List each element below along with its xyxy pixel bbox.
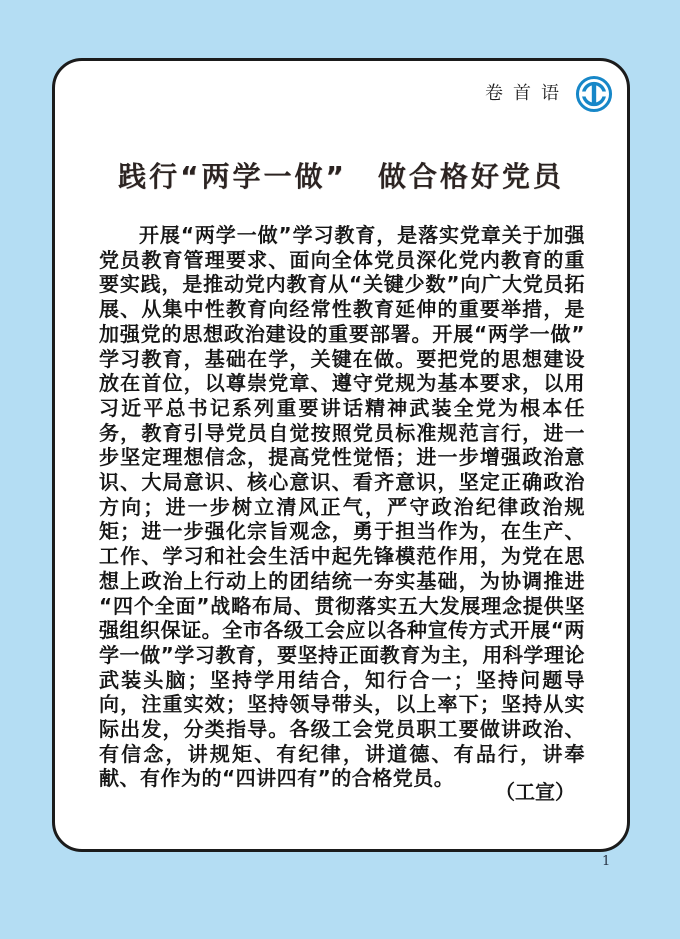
article-signature: （工宣） — [495, 780, 575, 804]
content-sheet — [52, 58, 630, 852]
sheet-header — [485, 75, 613, 113]
page-number: 1 — [602, 854, 611, 869]
trade-union-logo-icon — [575, 75, 613, 113]
article-body: 开展“两学一做”学习教育，是落实党章关于加强党员教育管理要求、面向全体党员深化党内教育的重要实践，是推动党内教育从“关键少数”向广大党员拓展、从集中性教育向经常性教育延伸的重要举措，是加强党的思想政治建设的重要部署。开展“两学一做”学习教育，基础在学，关键在做。要把党的思想建设放在首位，以尊崇党章、遵守党规为基本要求，以用习近平总书记系列重要讲话精神武装全党为根本任务，教育引导党员自觉按照党员标准规范言行，进一步坚定理想信念，提高党性觉悟；进一步增强政治意识、大局意识、核心意识、看齐意识，坚定正确政治方向；进一步树立清风正气，严守政治纪律政治规矩；进一步强化宗旨观念，勇于担当作为，在生产、工作、学习和社会生活中起先锋模范作用，为党在思想上政治上行动上的团结统一夯实基础，为协调推进“四个全面”战略布局、贯彻落实五大发展理念提供坚强组织保证。全市各级工会应以各种宣传方式开展“两学一做”学习教育，要坚持正面教育为主，用科学理论武装头脑；坚持学用结合，知行合一；坚持问题导向，注重实效；坚持领导带头，以上率下；坚持从实际出发，分类指导。各级工会党员职工要做讲政治、有信念，讲规矩、有纪律，讲道德、有品行，讲奉献、有作为的“四讲四有”的合格党员。 — [99, 223, 585, 791]
article-title: 践行“两学一做” 做合格好党员 — [118, 160, 564, 193]
section-label: 卷首语 — [485, 83, 569, 104]
